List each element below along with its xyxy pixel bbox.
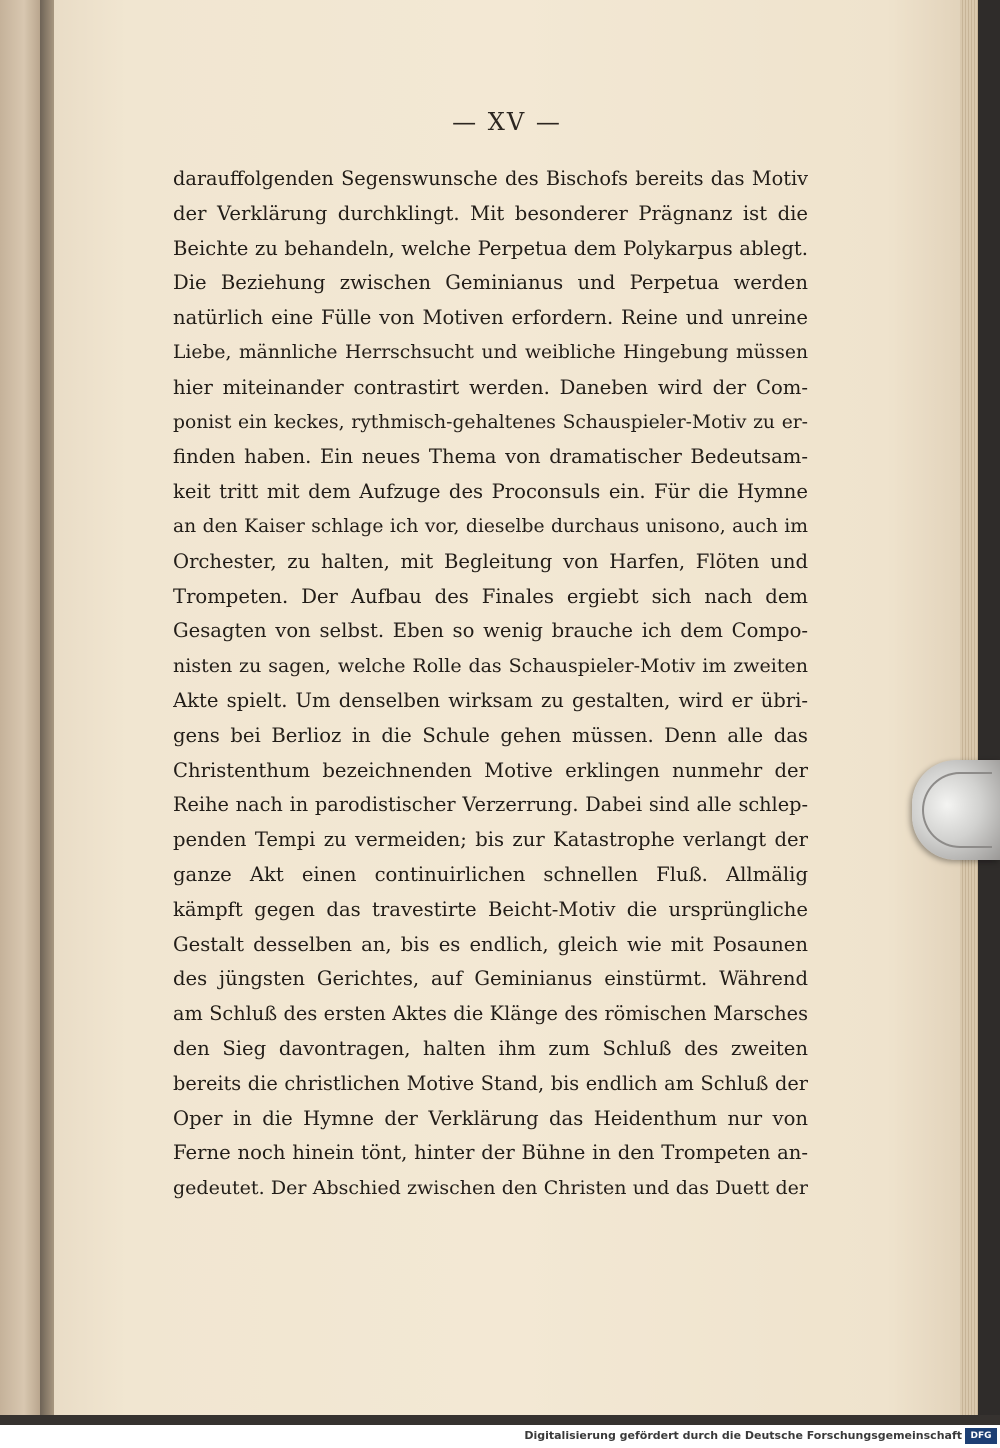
dfg-logo: DFG bbox=[965, 1428, 997, 1444]
scan-background-bottom bbox=[0, 1415, 1000, 1425]
book-gutter bbox=[40, 0, 54, 1425]
text-line: keit tritt mit dem Aufzuge des Proconsuls ein. Für die Hymne bbox=[173, 480, 808, 504]
text-line: Ferne noch hinein tönt, hinter der Bühne in den Trompeten an- bbox=[173, 1141, 808, 1165]
text-line: Gesagten von selbst. Eben so wenig brauche ich dem Compo- bbox=[173, 619, 808, 643]
text-line: penden Tempi zu vermeiden; bis zur Katastrophe verlangt der bbox=[173, 828, 808, 852]
text-line: Trompeten. Der Aufbau des Finales ergiebt sich nach dem bbox=[173, 584, 808, 608]
page-holder-clip-rim bbox=[922, 772, 992, 848]
text-line: Liebe, männliche Herrschsucht und weibliche Hingebung müssen bbox=[173, 341, 808, 363]
text-line: Akte spielt. Um denselben wirksam zu gestalten, wird er übri- bbox=[173, 688, 808, 712]
text-line: Gestalt desselben an, bis es endlich, gleich wie mit Posaunen bbox=[173, 932, 808, 956]
text-line: gedeutet. Der Abschied zwischen den Christen und das Duett der bbox=[173, 1177, 808, 1200]
text-line: der Verklärung durchklingt. Mit besonderer Prägnanz ist die bbox=[173, 201, 808, 225]
digitization-footer bbox=[0, 1425, 1000, 1448]
text-line: Oper in die Hymne der Verklärung das Heidenthum nur von bbox=[173, 1106, 808, 1130]
text-line: Christenthum bezeichnenden Motive erklingen nunmehr der bbox=[173, 758, 808, 782]
text-line: bereits die christlichen Motive Stand, bis endlich am Schluß der bbox=[173, 1071, 808, 1095]
text-line: nisten zu sagen, welche Rolle das Schauspieler-Motiv im zweiten bbox=[173, 655, 808, 678]
page-body-text bbox=[173, 162, 808, 1206]
dfg-credit-text: Digitalisierung gefördert durch die Deutsche Forschungsgemeinschaft bbox=[524, 1429, 962, 1442]
text-line: natürlich eine Fülle von Motiven erfordern. Reine und unreine bbox=[173, 306, 808, 330]
page-edge-stack bbox=[960, 0, 978, 1415]
text-line: Die Beziehung zwischen Geminianus und Perpetua werden bbox=[173, 271, 808, 295]
text-line: kämpft gegen das travestirte Beicht-Motiv die ursprüngliche bbox=[173, 897, 808, 921]
scan-background-right bbox=[978, 0, 1000, 1425]
text-line: darauffolgenden Segenswunsche des Bischofs bereits das Motiv bbox=[173, 167, 808, 190]
text-line: Reihe nach in parodistischer Verzerrung. Dabei sind alle schlep- bbox=[173, 793, 808, 817]
text-line: gens bei Berlioz in die Schule gehen müssen. Denn alle das bbox=[173, 723, 808, 747]
text-line: hier miteinander contrastirt werden. Daneben wird der Com- bbox=[173, 375, 808, 399]
text-line: am Schluß des ersten Aktes die Klänge des römischen Marsches bbox=[173, 1002, 808, 1026]
text-line: ponist ein keckes, rythmisch-gehaltenes Schauspieler-Motiv zu er- bbox=[173, 411, 808, 433]
text-line: Orchester, zu halten, mit Begleitung von Harfen, Flöten und bbox=[173, 549, 808, 573]
text-line: finden haben. Ein neues Thema von dramatischer Bedeutsam- bbox=[173, 445, 808, 469]
text-line: Beichte zu behandeln, welche Perpetua dem Polykarpus ablegt. bbox=[173, 236, 808, 260]
page-number-header: — XV — bbox=[452, 108, 562, 136]
text-line: ganze Akt einen continuirlichen schnellen Fluß. Allmälig bbox=[173, 862, 808, 886]
page-holder-clip bbox=[912, 760, 1000, 860]
text-line: an den Kaiser schlage ich vor, dieselbe durchaus unisono, auch im bbox=[173, 515, 808, 537]
text-line: des jüngsten Gerichtes, auf Geminianus einstürmt. Während bbox=[173, 967, 808, 991]
left-page-edge bbox=[0, 0, 40, 1425]
text-line: den Sieg davontragen, halten ihm zum Schluß des zweiten bbox=[173, 1036, 808, 1060]
